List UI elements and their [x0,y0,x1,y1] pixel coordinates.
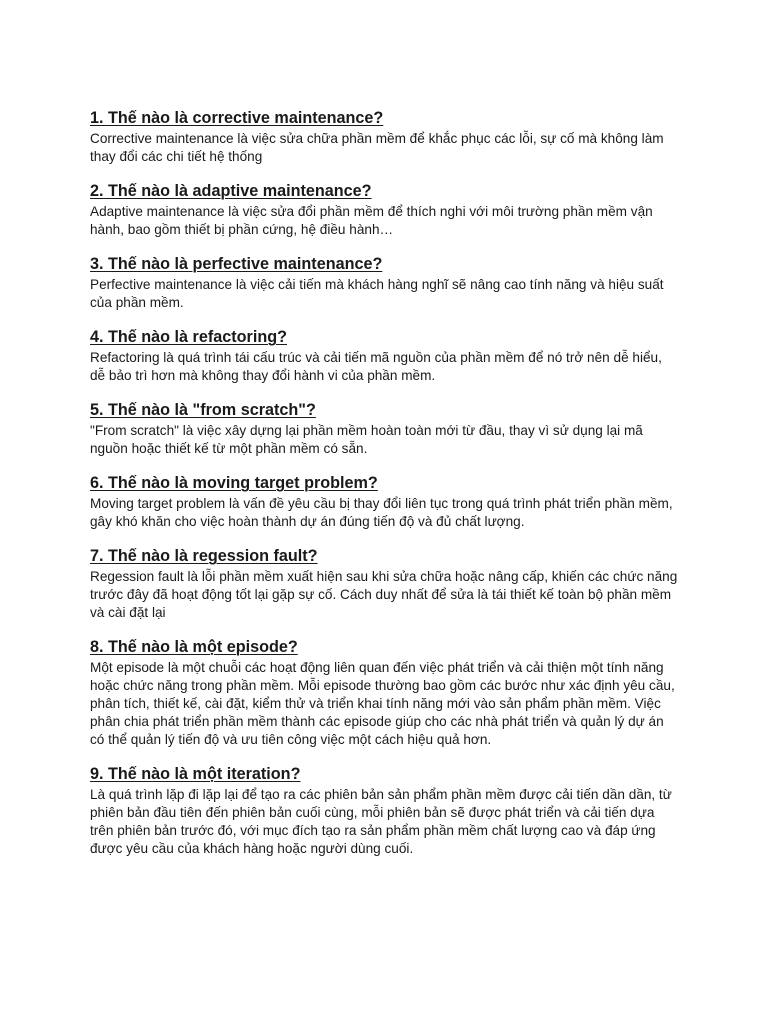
question-heading: 3. Thế nào là perfective maintenance? [90,255,383,273]
question-heading: 6. Thế nào là moving target problem? [90,474,378,492]
question-heading: 7. Thế nào là regession fault? [90,547,318,565]
question-heading: 8. Thế nào là một episode? [90,638,298,656]
qa-item-1 [90,108,680,166]
document-page [90,108,680,873]
qa-item-5 [90,400,680,458]
qa-item-3 [90,254,680,312]
question-heading: 9. Thế nào là một iteration? [90,765,301,783]
answer-text: Là quá trình lặp đi lặp lại để tạo ra các phiên bản sản phẩm phần mềm được cải tiến dần dần, từ phiên bản đầu tiên đến phiên bản cuối cùng, mỗi phiên bản sẽ được phát triển và cải tiến dựa trên phiên bản trước đó, với mục đích tạo ra sản phẩm phần mềm chất lượng cao và đáp ứng được yêu cầu của khách hàng hoặc người dùng cuối. [90,787,672,856]
answer-text: Adaptive maintenance là việc sửa đổi phần mềm để thích nghi với môi trường phần mềm vận hành, bao gồm thiết bị phần cứng, hệ điều hành… [90,204,653,237]
answer-text: Refactoring là quá trình tái cấu trúc và cải tiến mã nguồn của phần mềm để nó trở nên dễ hiểu, dễ bảo trì hơn mà không thay đổi hành vi của phần mềm. [90,350,662,383]
qa-item-4 [90,327,680,385]
qa-item-6 [90,473,680,531]
qa-item-2 [90,181,680,239]
answer-text: Regession fault là lỗi phần mềm xuất hiện sau khi sửa chữa hoặc nâng cấp, khiến các chức năng trước đây đã hoạt động tốt lại gặp sự cố. Cách duy nhất để sửa là tái thiết kế toàn bộ phần mềm và cài đặt lại [90,569,678,620]
qa-item-8 [90,637,680,749]
answer-text: "From scratch" là việc xây dựng lại phần mềm hoàn toàn mới từ đầu, thay vì sử dụng lại mã nguồn hoặc thiết kế từ một phần mềm có sẵn. [90,423,643,456]
question-heading: 4. Thế nào là refactoring? [90,328,287,346]
question-heading: 2. Thế nào là adaptive maintenance? [90,182,372,200]
answer-text: Corrective maintenance là việc sửa chữa phần mềm để khắc phục các lỗi, sự cố mà không làm thay đổi các chi tiết hệ thống [90,131,664,164]
question-heading: 1. Thế nào là corrective maintenance? [90,109,384,127]
answer-text: Perfective maintenance là việc cải tiến mà khách hàng nghĩ sẽ nâng cao tính năng và hiệu suất của phần mềm. [90,277,664,310]
question-heading: 5. Thế nào là "from scratch"? [90,401,316,419]
answer-text: Một episode là một chuỗi các hoạt động liên quan đến việc phát triển và cải thiện một tính năng hoặc chức năng trong phần mềm. Mỗi episode thường bao gồm các bước như xác định yêu cầu, phân tích, thiết kế, cài đặt, kiểm thử và triển khai tính năng mới vào sản phẩm phần mềm. Việc phân chia phát triển phần mềm thành các episode giúp cho các nhà phát triển và quản lý dự án có thể quản lý tiến độ và ưu tiên công việc một cách hiệu quả hơn. [90,660,675,747]
qa-item-9 [90,764,680,858]
answer-text: Moving target problem là vấn đề yêu cầu bị thay đổi liên tục trong quá trình phát triển phần mềm, gây khó khăn cho việc hoàn thành dự án đúng tiến độ và đủ chất lượng. [90,496,673,529]
qa-item-7 [90,546,680,622]
